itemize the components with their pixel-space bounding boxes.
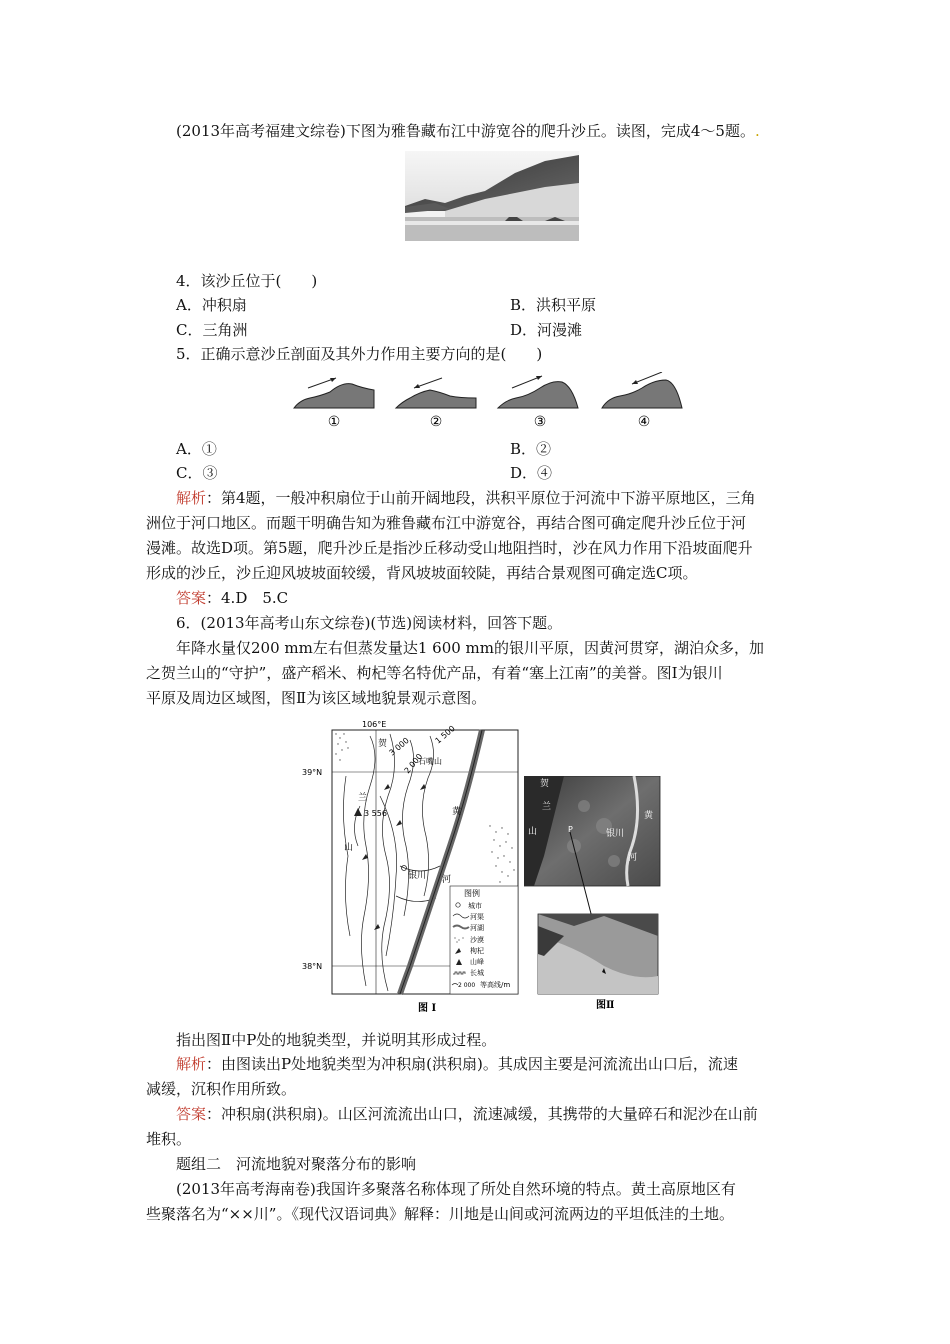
- analysis1-line-3: 漫滩。故选D项。第5题，爬升沙丘是指沙丘移动受山地阻挡时，沙在风力作用下沿坡面爬升: [146, 539, 753, 557]
- legend-title: 图例: [464, 889, 480, 898]
- map-label-lan: 兰: [358, 793, 368, 803]
- legend-greatwall: 长城: [470, 969, 484, 977]
- analysis1-line-1: 解析：第4题，一般冲积扇位于山前开阔地段，洪积平原位于河流中下游平原地区，三角: [176, 489, 756, 507]
- legend-desert: 沙漠: [470, 936, 484, 944]
- answer2-line-2: 堆积。: [146, 1130, 192, 1148]
- answer1: 答案：4.D 5.C: [176, 589, 289, 607]
- q5-option-c[interactable]: C．③: [176, 464, 218, 482]
- analysis1-line-2: 洲位于河口地区。而题干明确告知为雅鲁藏布江中游宽谷，再结合图可确定爬升沙丘位于河: [146, 514, 747, 532]
- dune-profile-3: [498, 376, 578, 408]
- q4-option-d[interactable]: D．河漫滩: [510, 321, 583, 339]
- map-lat-38: 38°N: [302, 962, 323, 971]
- sat-label-p: P: [568, 825, 573, 834]
- dune-profile-4: [602, 372, 682, 408]
- analysis2-line-1: 解析：由图读出P处地貌类型为冲积扇(洪积扇)。其成因主要是河流流出山口后，流速: [176, 1055, 738, 1073]
- map-figure-1: [300, 716, 522, 1016]
- profile-label-4: ④: [637, 414, 651, 430]
- sat-label-lan: 兰: [542, 802, 552, 812]
- legend-peak: 山峰: [470, 958, 484, 966]
- sat-label-shan: 山: [528, 827, 538, 837]
- map-label-shan: 山: [344, 843, 354, 853]
- map-caption: 图 Ⅰ: [418, 1003, 437, 1014]
- map-lon-label: 106°E: [362, 720, 387, 729]
- profile-label-3: ③: [533, 414, 547, 430]
- sat-label-he: 贺: [540, 779, 550, 789]
- q5-option-d[interactable]: D．④: [510, 464, 553, 482]
- intro-q45: (2013年高考福建文综卷)下图为雅鲁藏布江中游宽谷的爬升沙丘。读图，完成4～5题。: [176, 122, 755, 140]
- answer2-label: 答案: [176, 1105, 207, 1123]
- q4-option-c[interactable]: C．三角洲: [176, 321, 248, 339]
- q4-option-a[interactable]: A．冲积扇: [176, 296, 247, 314]
- legend-canal: 河渠: [470, 913, 484, 921]
- q5-stem: 5．正确示意沙丘剖面及其外力作用主要方向的是( ): [176, 345, 543, 363]
- group2-line-2: 些聚落名为“××川”。《现代汉语词典》解释：川地是山间或河流两边的平坦低洼的土地。: [146, 1205, 734, 1223]
- analysis2-label: 解析: [176, 1055, 207, 1073]
- map-lat-39: 39°N: [302, 768, 323, 777]
- intro-dot: .: [754, 122, 760, 140]
- profile-label-2: ②: [429, 414, 443, 430]
- q6-question: 指出图Ⅱ中P处的地貌类型，并说明其形成过程。: [176, 1031, 497, 1049]
- answer2-line-1: 答案：冲积扇(洪积扇)。山区河流流出山口，流速减缓，其携带的大量碎石和泥沙在山前: [176, 1105, 758, 1123]
- map-label-river: 河: [442, 875, 452, 885]
- figure-2: [524, 776, 664, 1016]
- legend-goji: 枸杞: [470, 947, 484, 955]
- contour-label-2000: 2 000: [402, 751, 425, 776]
- q4-stem: 4．该沙丘位于( ): [176, 272, 318, 290]
- dune-profile-figures: [290, 372, 690, 430]
- map-label-he: 贺: [378, 739, 388, 749]
- sat-label-river: 河: [628, 853, 638, 863]
- sat-label-huang: 黄: [644, 811, 654, 821]
- q6-material-1: 年降水量仅200 mm左右但蒸发量达1 600 mm的银川平原，因黄河贯穿，湖泊众多，加: [176, 639, 765, 657]
- map-label-yinchuan: 银川: [408, 871, 427, 881]
- map-legend: [450, 886, 518, 994]
- dune-photo: [405, 151, 579, 241]
- figure2-caption: 图Ⅱ: [596, 1000, 615, 1011]
- legend-contour: 等高线/m: [480, 981, 511, 989]
- legend-contour-sample: 2 000: [458, 982, 476, 989]
- legend-lake: 河湖: [470, 924, 484, 932]
- q5-option-b[interactable]: B．②: [510, 440, 552, 458]
- map-peak-height: 3 556: [364, 809, 387, 818]
- dune-profile-1: [294, 378, 374, 408]
- sat-label-yinchuan: 银川: [606, 829, 625, 839]
- analysis1-line-4: 形成的沙丘，沙丘迎风坡坡面较缓，背风坡坡面较陡，再结合景观图可确定选C项。: [146, 564, 698, 582]
- q4-option-b[interactable]: B．洪积平原: [510, 296, 597, 314]
- map-label-huang: 黄: [452, 807, 462, 817]
- group2-title: 题组二 河流地貌对聚落分布的影响: [176, 1155, 417, 1173]
- group2-line-1: (2013年高考海南卷)我国许多聚落名称体现了所处自然环境的特点。黄土高原地区有: [176, 1180, 736, 1198]
- answer1-label: 答案: [176, 589, 207, 607]
- dune-profile-2: [396, 378, 476, 408]
- analysis1-label: 解析: [176, 489, 207, 507]
- intro-text: [176, 121, 760, 141]
- profile-label-1: ①: [327, 414, 341, 430]
- legend-city: 城市: [468, 902, 482, 910]
- q5-option-a[interactable]: A．①: [176, 440, 217, 458]
- analysis2-line-2: 减缓，沉积作用所致。: [146, 1080, 297, 1098]
- map-label-shizuishan: 石嘴山: [418, 757, 442, 766]
- q6-material-2: 之贺兰山的“守护”，盛产稻米、枸杞等名特优产品，有着“塞上江南”的美誉。图Ⅰ为银川: [146, 664, 723, 682]
- q6-material-3: 平原及周边区域图，图Ⅱ为该区域地貌景观示意图。: [146, 689, 487, 707]
- contour-label-1500: 1 500: [433, 723, 457, 746]
- contour-label-3000: 3 000: [387, 735, 411, 758]
- q6-stem: 6．(2013年高考山东文综卷)(节选)阅读材料，回答下题。: [176, 614, 563, 632]
